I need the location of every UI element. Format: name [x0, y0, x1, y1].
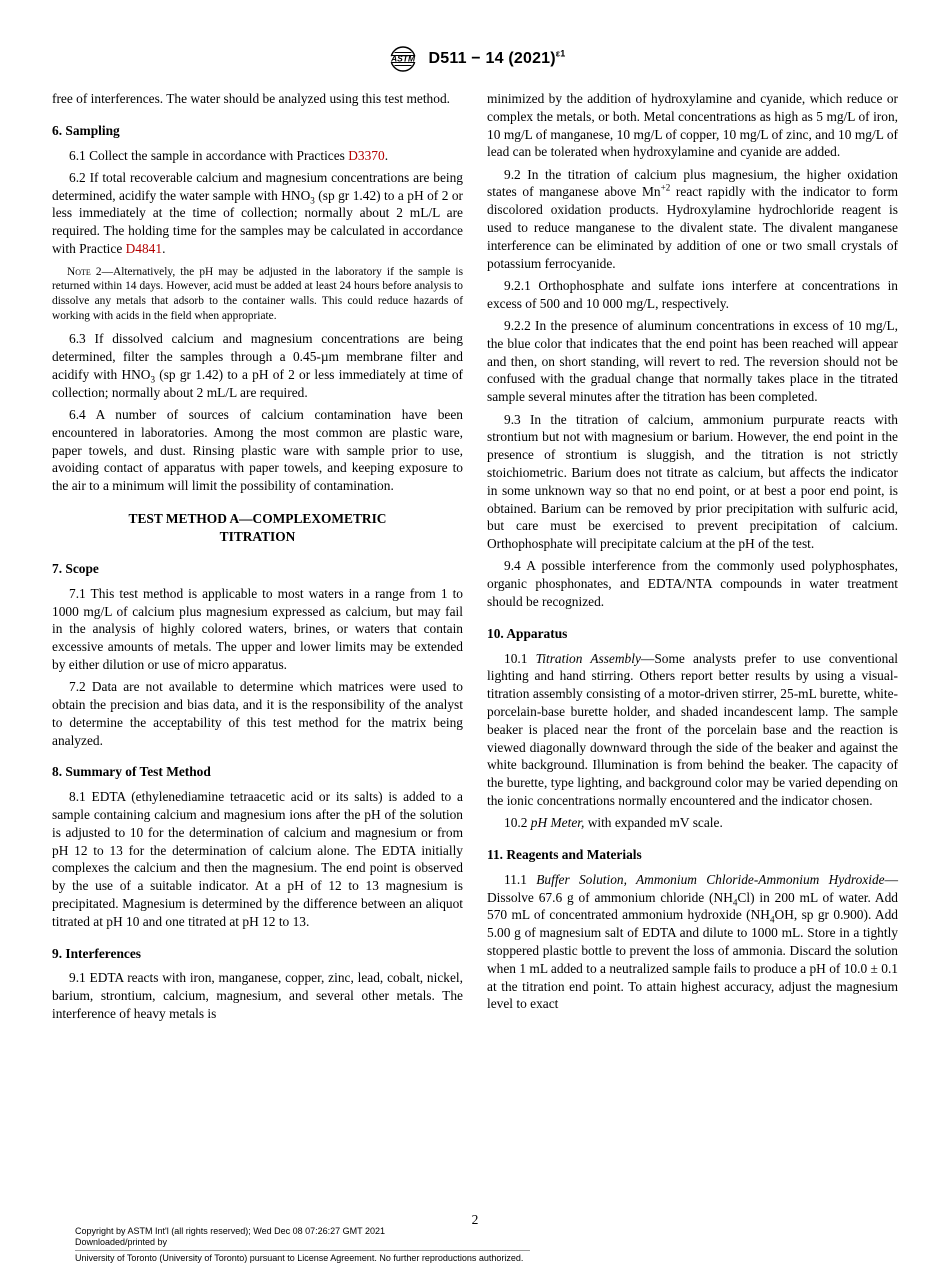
astm-logo-text: ASTM: [390, 53, 415, 64]
text-run: .: [384, 147, 389, 163]
text-run: react rapidly with the indicator to form discolored oxidation products. Hydroxylamine hydrochloride reagent is used to reduce manganese to the divalent state. The divalent manganese interference can be eliminated by addition of one or two small crystals of potassium ferrocyanide.: [487, 184, 898, 271]
text-run: 6.1 Collect the sample in accordance with Practices: [69, 147, 349, 163]
standard-designation-superscript: ε1: [555, 48, 566, 59]
text-run: Note 2—: [67, 265, 113, 278]
paragraph: [487, 814, 898, 832]
text-run: 9.1 EDTA reacts with iron, manganese, copper, zinc, lead, cobalt, nickel, barium, strontium, calcium, magnesium, and several other metals. The interference of heavy metals is: [52, 970, 463, 1021]
text-run: 6.4 A number of sources of calcium contamination have been encountered in laboratories. Among the most common are plastic ware, paper towels, and dust. Rinsing plastic ware with sample prior to use, avoiding contact of apparatus with paper towels, and keeping exposure to the air to a minimum will limit the possibility of contamination.: [52, 406, 463, 494]
downloaded-by-line: Downloaded/printed by: [75, 1237, 168, 1247]
text-run: —Dissolve 67.6 g of ammonium chloride (NH: [487, 871, 898, 905]
copyright-footer: [75, 1226, 530, 1265]
text-run: 10.1: [504, 650, 536, 666]
text-run: 7. Scope: [52, 560, 99, 576]
paragraph: [487, 166, 898, 273]
text-run: 9. Interferences: [52, 945, 141, 961]
reference-link[interactable]: D4841: [125, 241, 163, 257]
document-body: [52, 90, 898, 1027]
note-paragraph: [52, 265, 463, 323]
text-run: 8. Summary of Test Method: [52, 764, 211, 780]
paragraph: [52, 330, 463, 401]
text-run: 6.3 If dissolved calcium and magnesium concentrations are being determined, filter the samples through a 0.45-µm membrane filter and acidify with HNO: [52, 331, 463, 382]
paragraph: [52, 406, 463, 495]
method-heading-line: TITRATION: [219, 528, 296, 544]
paragraph: [52, 788, 463, 930]
text-run: 6.2 If total recoverable calcium and magnesium concentrations are being determined, acidify the water sample with HNO: [52, 169, 463, 203]
paragraph: [487, 90, 898, 161]
paragraph: [487, 557, 898, 610]
text-run: 10. Apparatus: [487, 625, 568, 641]
footer-divider: [75, 1250, 530, 1251]
text-run: Alternatively, the pH may be adjusted in the laboratory if the sample is returned within 14 days. However, acid must be added at least 24 hours before analysis to dissolve any metals that adsorb to the container walls. This could reduce hazards of working with acids in the field when appropriate.: [52, 265, 463, 322]
text-run: 7.1 This test method is applicable to most waters in a range from 1 to 1000 mg/L of calcium plus magnesium expressed as calcium, but may fail in the analysis of highly colored waters, brines, or waters that contain excessive amounts of metals. The upper and lower limits may be extended by either dilution or use of micro apparatus.: [52, 585, 463, 672]
paragraph: [487, 871, 898, 1013]
text-run: +2: [660, 183, 671, 194]
copyright-line: Copyright by ASTM Int'l (all rights reserved); Wed Dec 08 07:26:27 GMT 2021: [75, 1225, 386, 1236]
text-run: pH Meter,: [530, 815, 585, 831]
left-column: [52, 90, 463, 1027]
paragraph: [52, 90, 463, 108]
text-run: 9.3 In the titration of calcium, ammonium purpurate reacts with strontium but not with magnesium or barium. However, the end point in the presence of strontium is sluggish, and the titration is not strictly stoichiometric. Barium does not titrate as calcium, but affects the indicator in some unknown way so that no end point, or at best a poor end point, is obtained. Barium can be removed by prior precipitation with sulfuric acid, but care must be exercised to prevent precipitation of calcium. Orthophosphate will precipitate calcium at the pH of the test.: [487, 411, 898, 552]
text-run: 7.2 Data are not available to determine which matrices were used to obtain the precision and bias data, and it is the responsibility of the analyst to determine the acceptability of this test method for the matrix being analyzed.: [52, 679, 463, 748]
method-heading: [52, 510, 463, 546]
text-run: 10.2: [504, 815, 531, 831]
text-run: OH, sp gr 0.900). Add 5.00 g of magnesium salt of EDTA and dilute to 1000 mL. Store in a tightly stoppered plastic bottle to prevent the loss of ammonia. Discard the solution when 1 mL added to a neutralized sample fails to produce a pH of 10.0 ± 0.1 at the titration end point. To attain highest accuracy, adjust the magnesium level to exact: [487, 907, 898, 1012]
right-column: [487, 90, 898, 1027]
section-heading: [52, 945, 463, 963]
paragraph: [487, 317, 898, 406]
page-number: 2: [471, 1212, 479, 1227]
method-heading-line: TEST METHOD A—COMPLEXOMETRIC: [128, 510, 387, 526]
text-run: with expanded mV scale.: [584, 815, 723, 831]
paragraph: [52, 585, 463, 674]
text-run: 4: [732, 897, 738, 908]
text-run: Cl) in 200 mL of water. Add 570 mL of concentrated ammonium hydroxide (NH: [487, 889, 898, 923]
text-run: —Some analysts prefer to use conventional lighting and hand stirring. Others report better results by using a visual-titration assembly consisting of a motor-driven stirrer, 25-mL burette, white-porcelain-base burette holder, and shaded incandescent lamp. The sample beaker is placed near the front of the porcelain base and the reaction is viewed diagonally downward through the side of the beaker and against the white background. Illumination is from behind the beaker. The capacity of the burette, type lighting, and background color may be varied depending on the ionic concentrations normally encountered and the indicator chosen.: [487, 650, 898, 808]
section-heading: [487, 625, 898, 643]
page-header: [0, 46, 950, 72]
section-heading: [487, 846, 898, 864]
text-run: 4: [769, 915, 775, 926]
text-run: minimized by the addition of hydroxylamine and cyanide, which reduce or complex the metals, or both. Metal concentrations as high as 5 mg/L of iron, 10 mg/L of manganese, 10 mg/L of copper, 10 mg/L of zinc, and 10 mg/L of lead can be tolerated when hydroxylamine and cyanide are added.: [487, 91, 898, 160]
section-heading: [52, 122, 463, 140]
text-run: Buffer Solution, Ammonium Chloride-Ammonium Hydroxide: [536, 871, 885, 887]
paragraph: [487, 650, 898, 810]
text-run: 11.1: [504, 871, 537, 887]
paragraph: [487, 411, 898, 553]
text-run: (sp gr 1.42) to a pH of 2 or less immediately at time of collection; normally about 2 mL/L are required.: [52, 366, 463, 400]
text-run: 9.4 A possible interference from the commonly used polyphosphates, organic phosphonates, and EDTA/NTA compounds in water treatment should be recognized.: [487, 558, 898, 610]
paragraph: [487, 277, 898, 313]
text-run: 3: [310, 195, 315, 206]
text-run: (sp gr 1.42) to a pH of 2 or less immediately at the time of collection; normally about 2 mL/L are required. The holding time for the samples may be calculated in accordance with Practice: [52, 187, 463, 257]
astm-logo: [385, 46, 421, 72]
paragraph: [52, 169, 463, 258]
paragraph: [52, 969, 463, 1022]
text-run: .: [162, 241, 166, 257]
text-run: 9.2.2 In the presence of aluminum concentrations in excess of 10 mg/L, the blue color that indicates that the end point has been reached will appear and then, on short standing, will revert to red. The reversion should not be confused with the gradual change that normally takes place in the titrated sample several minutes after the titration has been completed.: [487, 318, 898, 405]
text-run: 6. Sampling: [52, 122, 120, 138]
section-heading: [52, 763, 463, 781]
paragraph: [52, 678, 463, 749]
standard-designation: [429, 50, 566, 68]
text-run: 9.2 In the titration of calcium plus magnesium, the higher oxidation states of manganese above Mn: [487, 166, 898, 200]
section-heading: [52, 560, 463, 578]
text-run: 11. Reagents and Materials: [487, 847, 642, 863]
paragraph: [52, 147, 463, 165]
license-line: University of Toronto (University of Toronto) pursuant to License Agreement. No further reproductions authorized.: [75, 1252, 524, 1263]
reference-link[interactable]: D3370: [348, 147, 385, 163]
text-run: 8.1 EDTA (ethylenediamine tetraacetic acid or its salts) is added to a sample containing calcium and magnesium ions after the pH of the solution is adjusted to 10 for the determination of calcium and magnesium or from pH 12 to 13 for the determination of calcium alone. The EDTA initially complexes the calcium and then the magnesium. The end point is observed by the use of a suitable indicator. At a pH of 12 to 13 magnesium is precipitated. Magnesium is determined by the difference between an aliquot titrated at pH 10 and one titrated at pH 12 to 13.: [52, 789, 463, 929]
text-run: free of interferences. The water should be analyzed using this test method.: [52, 91, 450, 106]
text-run: Titration Assembly: [535, 650, 641, 666]
text-run: 3: [150, 374, 156, 385]
standard-designation-text: D511 − 14 (2021): [428, 50, 556, 67]
text-run: 9.2.1 Orthophosphate and sulfate ions interfere at concentrations in excess of 500 and 10 000 mg/L, respectively.: [487, 277, 898, 311]
